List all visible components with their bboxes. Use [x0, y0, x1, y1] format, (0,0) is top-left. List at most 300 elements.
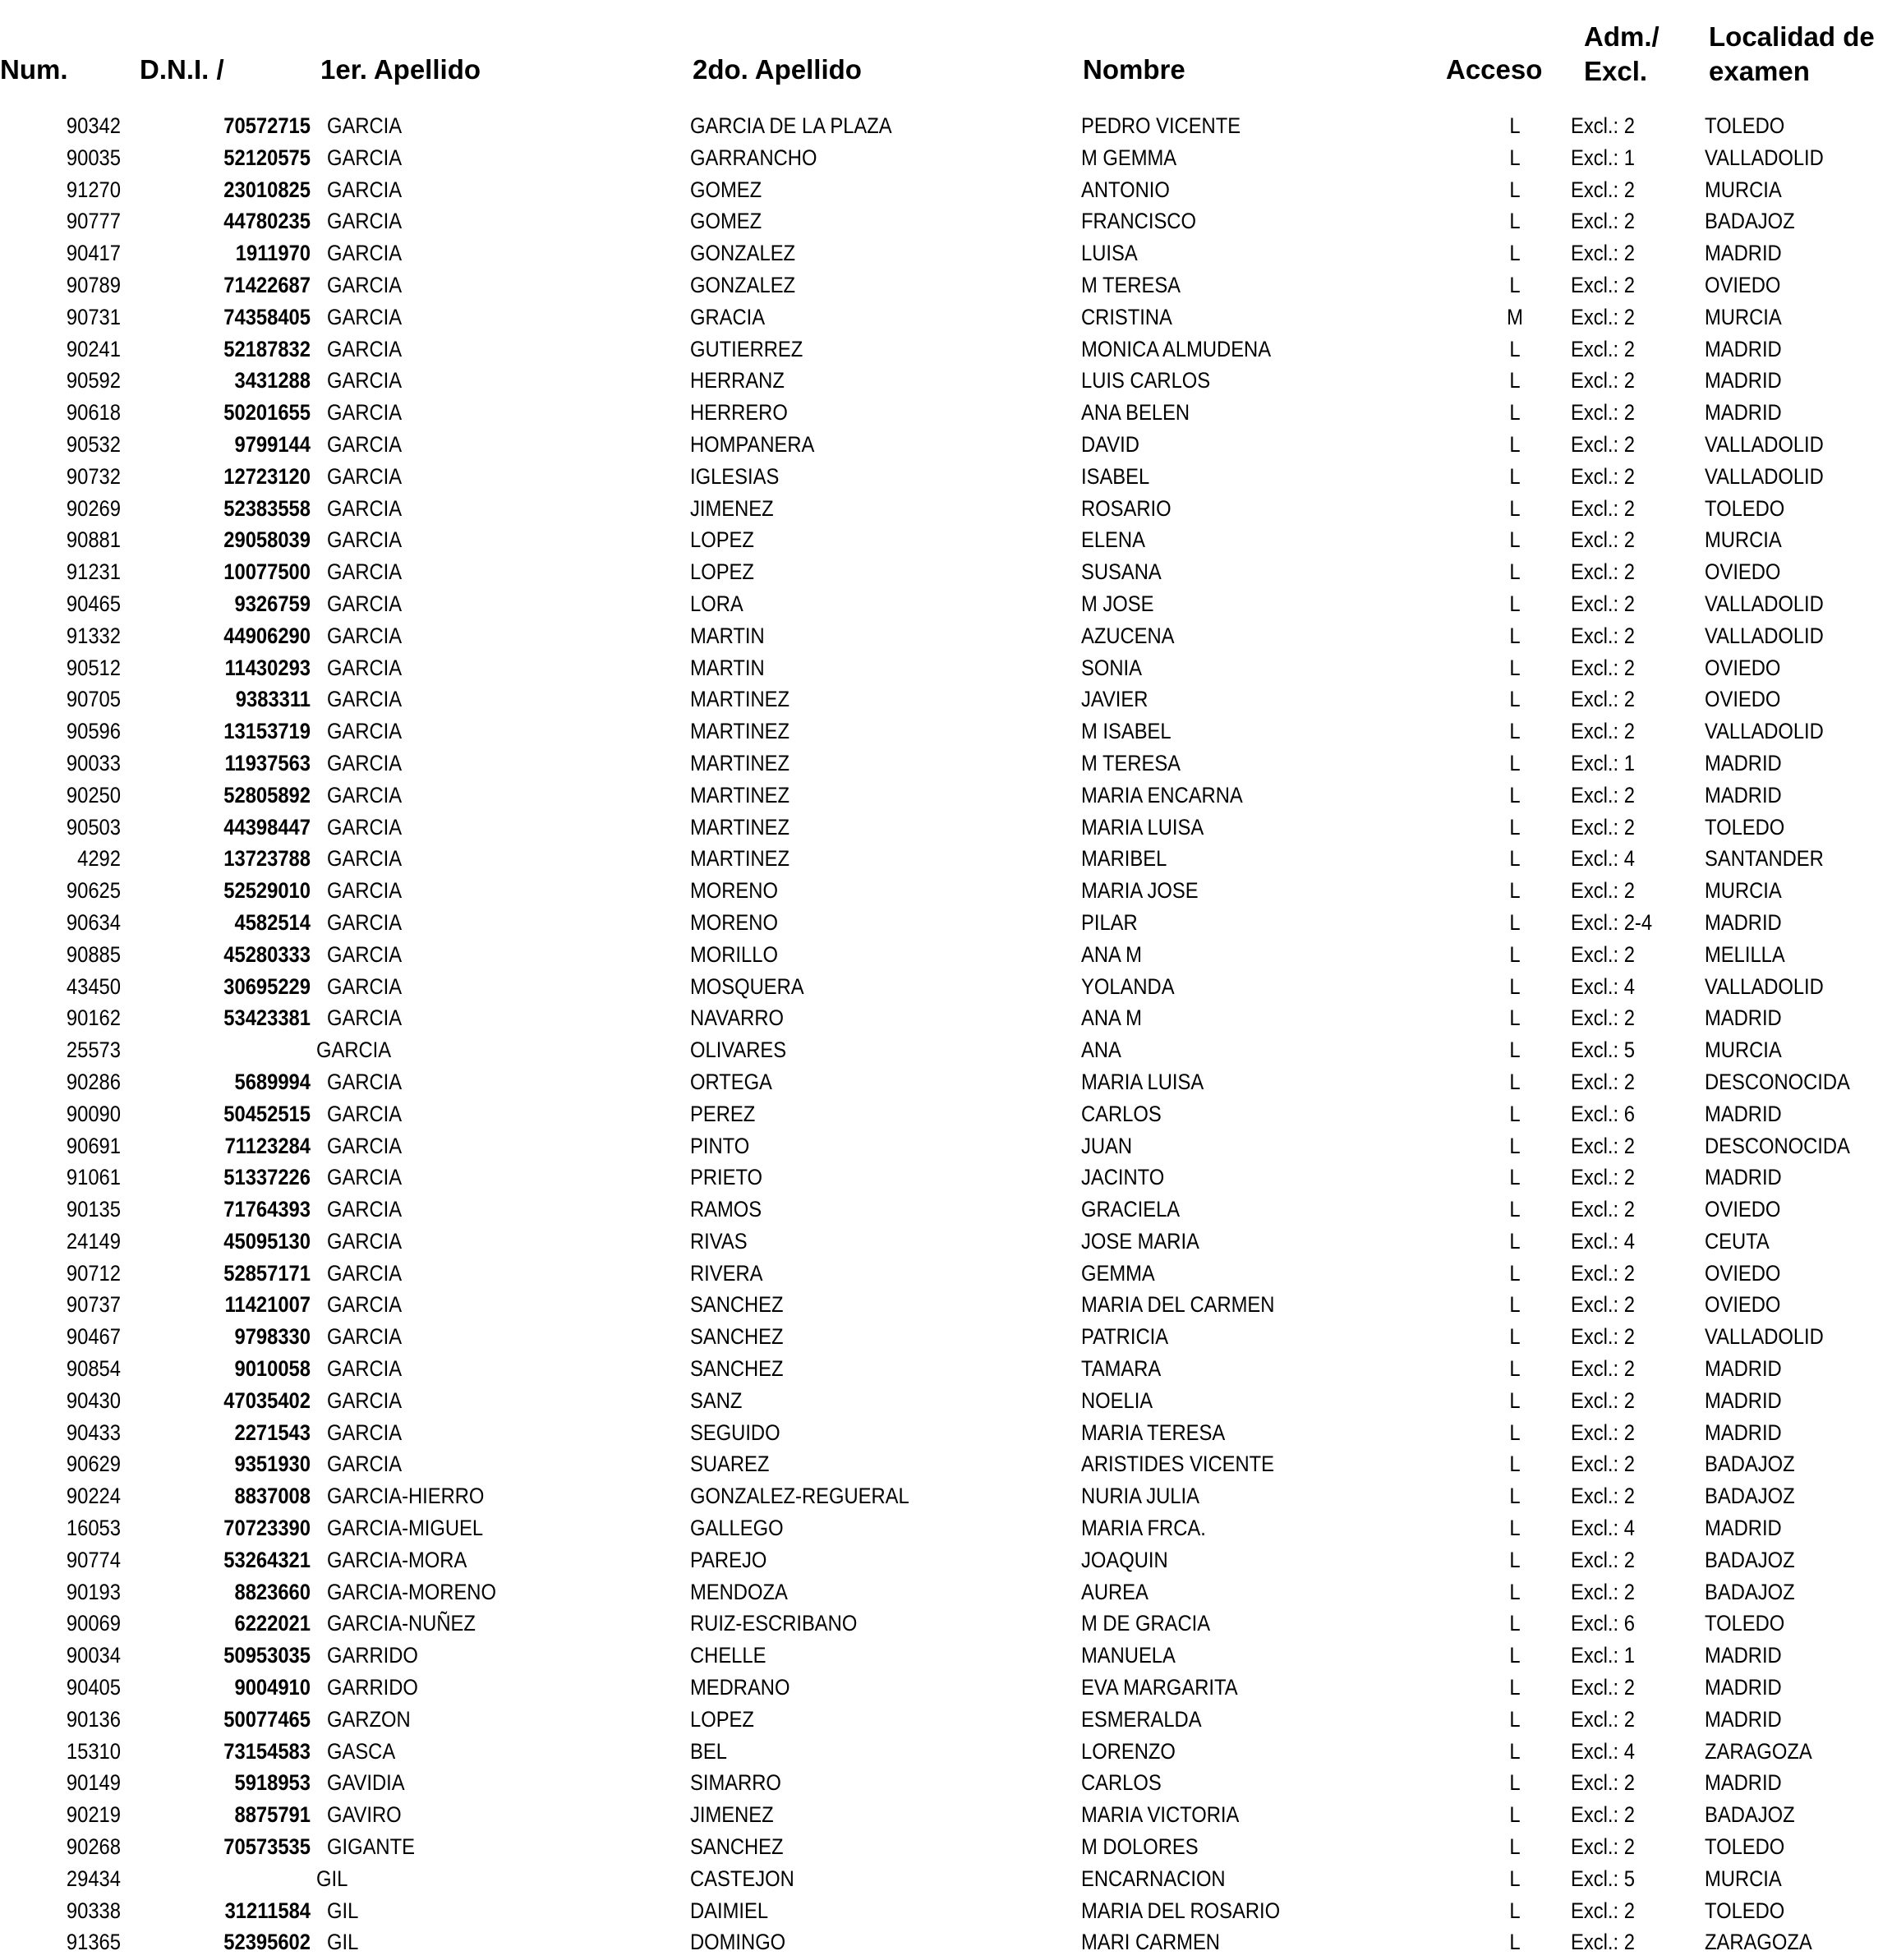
cell-adm-excl: Excl.: 2	[1571, 463, 1635, 489]
cell-num: 90405	[66, 1675, 121, 1700]
table-row	[0, 715, 1892, 748]
cell-apellido2: NAVARRO	[690, 1005, 784, 1031]
cell-dni: 50452515	[223, 1101, 311, 1126]
cell-localidad: VALLADOLID	[1705, 719, 1824, 744]
cell-localidad: BADAJOZ	[1705, 1452, 1795, 1477]
cell-acceso: L	[1509, 750, 1521, 775]
cell-adm-excl: Excl.: 2	[1571, 304, 1635, 329]
cell-num: 90035	[66, 145, 121, 170]
cell-num: 15310	[66, 1738, 121, 1764]
cell-adm-excl: Excl.: 2	[1571, 495, 1635, 521]
cell-apellido2: MARTINEZ	[690, 846, 790, 872]
cell-nombre: ANTONIO	[1081, 177, 1170, 202]
cell-num: 90885	[66, 941, 121, 967]
cell-apellido1: GARCIA	[327, 1356, 403, 1382]
cell-nombre: M GEMMA	[1081, 145, 1177, 170]
cell-apellido2: JIMENEZ	[690, 495, 774, 521]
cell-adm-excl: Excl.: 4	[1571, 1516, 1635, 1541]
cell-localidad: MADRID	[1705, 1675, 1782, 1700]
table-row	[0, 1831, 1892, 1863]
cell-localidad: VALLADOLID	[1705, 463, 1824, 489]
cell-nombre: MARIA LUISA	[1081, 814, 1204, 840]
table-row	[0, 652, 1892, 684]
cell-acceso: L	[1509, 878, 1521, 904]
cell-nombre: PEDRO VICENTE	[1081, 113, 1241, 138]
cell-apellido1: GARCIA	[327, 336, 403, 361]
cell-dni: 52857171	[223, 1260, 311, 1286]
table-row	[0, 1512, 1892, 1544]
cell-apellido2: LOPEZ	[690, 559, 754, 585]
cell-apellido2: HOMPANERA	[690, 431, 815, 457]
cell-apellido2: MEDRANO	[690, 1675, 790, 1700]
cell-adm-excl: Excl.: 2	[1571, 400, 1635, 426]
table-row	[0, 875, 1892, 907]
cell-dni: 52187832	[223, 336, 311, 361]
cell-acceso: L	[1509, 495, 1521, 521]
cell-acceso: L	[1509, 1834, 1521, 1860]
cell-nombre: SUSANA	[1081, 559, 1162, 585]
table-row	[0, 907, 1892, 939]
cell-apellido1: GARCIA	[327, 400, 403, 426]
cell-adm-excl: Excl.: 2	[1571, 177, 1635, 202]
cell-acceso: L	[1509, 655, 1521, 680]
cell-nombre: CARLOS	[1081, 1101, 1162, 1126]
cell-num: 91365	[66, 1930, 121, 1955]
cell-adm-excl: Excl.: 2	[1571, 591, 1635, 616]
cell-apellido2: GOMEZ	[690, 177, 762, 202]
cell-dni: 11421007	[224, 1292, 311, 1318]
cell-localidad: OVIEDO	[1705, 1292, 1781, 1318]
cell-adm-excl: Excl.: 2	[1571, 1452, 1635, 1477]
cell-num: 90417	[66, 241, 121, 266]
cell-nombre: ELENA	[1081, 527, 1145, 553]
cell-nombre: MARIA VICTORIA	[1081, 1802, 1240, 1828]
table-row	[0, 556, 1892, 588]
cell-localidad: MADRID	[1705, 1101, 1782, 1126]
cell-acceso: L	[1509, 177, 1521, 202]
cell-adm-excl: Excl.: 2	[1571, 1005, 1635, 1031]
cell-num: 90069	[66, 1611, 121, 1636]
cell-apellido1: GARCIA-NUÑEZ	[327, 1611, 476, 1636]
cell-dni: 53423381	[223, 1005, 311, 1031]
cell-dni: 4582514	[234, 909, 311, 935]
cell-num: 90250	[66, 782, 121, 807]
cell-nombre: MARI CARMEN	[1081, 1930, 1220, 1955]
cell-dni: 50953035	[223, 1643, 311, 1668]
cell-apellido2: SIMARRO	[690, 1770, 781, 1796]
cell-dni: 70572715	[223, 113, 311, 138]
cell-nombre: ANA	[1081, 1038, 1121, 1063]
cell-num: 90789	[66, 272, 121, 297]
cell-nombre: M DOLORES	[1081, 1834, 1199, 1860]
cell-adm-excl: Excl.: 5	[1571, 1866, 1635, 1891]
cell-acceso: L	[1509, 623, 1521, 648]
cell-adm-excl: Excl.: 2	[1571, 1419, 1635, 1445]
cell-acceso: L	[1509, 1738, 1521, 1764]
cell-adm-excl: Excl.: 2	[1571, 1579, 1635, 1604]
cell-nombre: ARISTIDES VICENTE	[1081, 1452, 1275, 1477]
table-row	[0, 1321, 1892, 1353]
table-row	[0, 524, 1892, 556]
cell-dni: 23010825	[223, 177, 311, 202]
cell-acceso: L	[1509, 336, 1521, 361]
cell-apellido1: GARCIA	[327, 973, 403, 999]
cell-adm-excl: Excl.: 4	[1571, 846, 1635, 872]
cell-acceso: L	[1509, 814, 1521, 840]
cell-dni: 13153719	[223, 719, 311, 744]
table-row	[0, 620, 1892, 652]
cell-dni: 9010058	[234, 1356, 311, 1382]
cell-localidad: TOLEDO	[1705, 1898, 1785, 1923]
header-nombre: Nombre	[1083, 54, 1185, 85]
table-row	[0, 1480, 1892, 1512]
cell-adm-excl: Excl.: 4	[1571, 973, 1635, 999]
table-row	[0, 1066, 1892, 1098]
cell-apellido1: GARCIA	[327, 1292, 403, 1318]
cell-acceso: M	[1507, 304, 1523, 329]
table-row	[0, 301, 1892, 334]
cell-nombre: MARIA FRCA.	[1081, 1516, 1206, 1541]
table-row	[0, 1448, 1892, 1480]
cell-dni: 44906290	[223, 623, 311, 648]
cell-acceso: L	[1509, 1228, 1521, 1254]
cell-localidad: TOLEDO	[1705, 1834, 1785, 1860]
table-row	[0, 1926, 1892, 1958]
cell-acceso: L	[1509, 1197, 1521, 1222]
cell-localidad: MADRID	[1705, 1356, 1782, 1382]
cell-adm-excl: Excl.: 2	[1571, 1133, 1635, 1158]
cell-localidad: OVIEDO	[1705, 1197, 1781, 1222]
cell-apellido1: GARCIA	[327, 719, 403, 744]
cell-nombre: ESMERALDA	[1081, 1706, 1202, 1732]
cell-num: 90219	[66, 1802, 121, 1828]
table-row	[0, 748, 1892, 780]
cell-localidad: VALLADOLID	[1705, 431, 1824, 457]
cell-apellido2: SANCHEZ	[690, 1324, 784, 1350]
cell-dni: 9798330	[234, 1324, 311, 1350]
cell-dni: 52395602	[223, 1930, 311, 1955]
header-num: Num.	[0, 54, 68, 85]
cell-dni: 74358405	[223, 304, 311, 329]
cell-acceso: L	[1509, 1802, 1521, 1828]
cell-adm-excl: Excl.: 2	[1571, 1547, 1635, 1572]
cell-adm-excl: Excl.: 2	[1571, 623, 1635, 648]
cell-adm-excl: Excl.: 2	[1571, 687, 1635, 712]
cell-acceso: L	[1509, 1069, 1521, 1094]
cell-num: 90136	[66, 1706, 121, 1732]
cell-num: 90881	[66, 527, 121, 553]
cell-apellido2: GRACIA	[690, 304, 766, 329]
cell-adm-excl: Excl.: 2	[1571, 719, 1635, 744]
cell-apellido1: GARCIA	[316, 1038, 392, 1063]
cell-adm-excl: Excl.: 2	[1571, 1069, 1635, 1094]
header-acceso: Acceso	[1446, 54, 1543, 85]
cell-localidad: TOLEDO	[1705, 1611, 1785, 1636]
cell-adm-excl: Excl.: 2	[1571, 368, 1635, 393]
cell-localidad: MADRID	[1705, 1770, 1782, 1796]
cell-acceso: L	[1509, 1356, 1521, 1382]
results-table	[0, 110, 1892, 1958]
cell-apellido2: RIVAS	[690, 1228, 748, 1254]
cell-localidad: TOLEDO	[1705, 113, 1785, 138]
cell-localidad: OVIEDO	[1705, 655, 1781, 680]
cell-num: 90854	[66, 1356, 121, 1382]
cell-dni: 44780235	[223, 209, 311, 234]
cell-apellido1: GARCIA	[327, 209, 403, 234]
cell-apellido2: RUIZ-ESCRIBANO	[690, 1611, 858, 1636]
cell-adm-excl: Excl.: 2	[1571, 1356, 1635, 1382]
cell-num: 90034	[66, 1643, 121, 1668]
cell-nombre: AZUCENA	[1081, 623, 1175, 648]
cell-dni: 73154583	[223, 1738, 311, 1764]
cell-adm-excl: Excl.: 2	[1571, 1770, 1635, 1796]
cell-num: 29434	[66, 1866, 121, 1891]
cell-num: 91061	[66, 1165, 121, 1190]
cell-acceso: L	[1509, 1452, 1521, 1477]
cell-num: 90338	[66, 1898, 121, 1923]
cell-nombre: MARIA LUISA	[1081, 1069, 1204, 1094]
header-apellido2: 2do. Apellido	[693, 54, 862, 85]
cell-localidad: MURCIA	[1705, 304, 1782, 329]
cell-dni: 30695229	[223, 973, 311, 999]
cell-apellido2: OLIVARES	[690, 1038, 787, 1063]
cell-adm-excl: Excl.: 2	[1571, 241, 1635, 266]
cell-dni: 11937563	[224, 750, 311, 775]
cell-nombre: ROSARIO	[1081, 495, 1172, 521]
cell-apellido1: GARCIA	[327, 909, 403, 935]
cell-apellido2: PINTO	[690, 1133, 750, 1158]
cell-apellido2: SANCHEZ	[690, 1834, 784, 1860]
cell-num: 90634	[66, 909, 121, 935]
cell-dni: 51337226	[223, 1165, 311, 1190]
cell-apellido2: CASTEJON	[690, 1866, 794, 1891]
cell-num: 90467	[66, 1324, 121, 1350]
cell-num: 90433	[66, 1419, 121, 1445]
cell-apellido2: ORTEGA	[690, 1069, 772, 1094]
cell-apellido1: GARCIA	[327, 1101, 403, 1126]
cell-num: 90712	[66, 1260, 121, 1286]
cell-dni: 2271543	[234, 1419, 311, 1445]
cell-num: 16053	[66, 1516, 121, 1541]
cell-apellido1: GARCIA	[327, 431, 403, 457]
cell-localidad: MURCIA	[1705, 878, 1782, 904]
cell-apellido2: MARTINEZ	[690, 814, 790, 840]
cell-dni: 50201655	[223, 400, 311, 426]
cell-nombre: MARIA JOSE	[1081, 878, 1199, 904]
cell-localidad: SANTANDER	[1705, 846, 1824, 872]
cell-apellido2: MOSQUERA	[690, 973, 804, 999]
cell-apellido1: GARCIA	[327, 1419, 403, 1445]
cell-num: 90777	[66, 209, 121, 234]
cell-dni: 9004910	[234, 1675, 311, 1700]
cell-nombre: YOLANDA	[1081, 973, 1175, 999]
cell-adm-excl: Excl.: 2	[1571, 814, 1635, 840]
cell-apellido2: SEGUIDO	[690, 1419, 780, 1445]
cell-nombre: CRISTINA	[1081, 304, 1172, 329]
cell-acceso: L	[1509, 527, 1521, 553]
cell-adm-excl: Excl.: 2	[1571, 782, 1635, 807]
cell-adm-excl: Excl.: 2	[1571, 113, 1635, 138]
cell-apellido2: GARRANCHO	[690, 145, 817, 170]
cell-nombre: AUREA	[1081, 1579, 1149, 1604]
cell-acceso: L	[1509, 1675, 1521, 1700]
cell-nombre: ANA M	[1081, 1005, 1142, 1031]
cell-dni: 3431288	[234, 368, 311, 393]
cell-adm-excl: Excl.: 2	[1571, 941, 1635, 967]
table-row	[0, 1672, 1892, 1704]
cell-apellido1: GARCIA	[327, 1228, 403, 1254]
table-row	[0, 1576, 1892, 1608]
cell-dni: 53264321	[223, 1547, 311, 1572]
cell-apellido1: GARCIA	[327, 846, 403, 872]
cell-dni: 71422687	[223, 272, 311, 297]
table-row	[0, 334, 1892, 366]
cell-adm-excl: Excl.: 2	[1571, 336, 1635, 361]
cell-dni: 52120575	[223, 145, 311, 170]
cell-num: 90737	[66, 1292, 121, 1318]
cell-acceso: L	[1509, 1579, 1521, 1604]
cell-apellido2: PRIETO	[690, 1165, 763, 1190]
cell-dni: 1911970	[235, 241, 311, 266]
cell-nombre: M TERESA	[1081, 750, 1181, 775]
cell-apellido1: GARCIA-HIERRO	[327, 1484, 485, 1509]
cell-acceso: L	[1509, 1516, 1521, 1541]
cell-apellido2: LOPEZ	[690, 1706, 754, 1732]
cell-apellido2: CHELLE	[690, 1643, 766, 1668]
cell-num: 90629	[66, 1452, 121, 1477]
header-localidad-line2: examen	[1709, 56, 1810, 86]
cell-acceso: L	[1509, 1547, 1521, 1572]
cell-dni: 45095130	[223, 1228, 311, 1254]
table-row	[0, 365, 1892, 397]
cell-apellido2: MARTIN	[690, 623, 765, 648]
cell-adm-excl: Excl.: 6	[1571, 1611, 1635, 1636]
table-row	[0, 397, 1892, 429]
cell-apellido2: GOMEZ	[690, 209, 762, 234]
cell-apellido2: LOPEZ	[690, 527, 754, 553]
cell-apellido1: GARCIA	[327, 495, 403, 521]
cell-acceso: L	[1509, 1260, 1521, 1286]
table-row	[0, 1704, 1892, 1736]
cell-acceso: L	[1509, 846, 1521, 872]
cell-localidad: BADAJOZ	[1705, 1802, 1795, 1828]
cell-acceso: L	[1509, 1866, 1521, 1891]
cell-apellido1: GARCIA	[327, 304, 403, 329]
table-row	[0, 493, 1892, 525]
cell-dni: 70723390	[223, 1516, 311, 1541]
cell-apellido1: GARRIDO	[327, 1675, 418, 1700]
table-row	[0, 1194, 1892, 1226]
cell-acceso: L	[1509, 272, 1521, 297]
cell-localidad: BADAJOZ	[1705, 1484, 1795, 1509]
table-row	[0, 939, 1892, 971]
cell-nombre: JUAN	[1081, 1133, 1133, 1158]
cell-num: 90625	[66, 878, 121, 904]
cell-acceso: L	[1509, 431, 1521, 457]
table-row	[0, 1799, 1892, 1831]
cell-apellido1: GARCIA	[327, 177, 403, 202]
cell-nombre: ANA BELEN	[1081, 400, 1190, 426]
cell-adm-excl: Excl.: 2	[1571, 431, 1635, 457]
cell-apellido2: GUTIERREZ	[690, 336, 803, 361]
cell-apellido1: GIL	[327, 1898, 359, 1923]
cell-apellido1: GARCIA	[327, 463, 403, 489]
cell-localidad: BADAJOZ	[1705, 209, 1795, 234]
cell-localidad: ZARAGOZA	[1705, 1738, 1812, 1764]
table-row	[0, 1289, 1892, 1321]
cell-nombre: MONICA ALMUDENA	[1081, 336, 1272, 361]
cell-num: 90286	[66, 1069, 121, 1094]
cell-acceso: L	[1509, 1038, 1521, 1063]
cell-num: 90705	[66, 687, 121, 712]
cell-adm-excl: Excl.: 2	[1571, 527, 1635, 553]
table-row	[0, 1385, 1892, 1417]
table-row	[0, 812, 1892, 844]
cell-apellido2: MORENO	[690, 909, 778, 935]
cell-dni: 8875791	[234, 1802, 311, 1828]
header-adm-line2: Excl.	[1584, 56, 1648, 86]
cell-apellido2: BEL	[690, 1738, 727, 1764]
cell-acceso: L	[1509, 1611, 1521, 1636]
cell-localidad: BADAJOZ	[1705, 1579, 1795, 1604]
table-row	[0, 174, 1892, 206]
cell-acceso: L	[1509, 1898, 1521, 1923]
cell-localidad: MADRID	[1705, 782, 1782, 807]
cell-apellido2: GONZALEZ	[690, 272, 796, 297]
cell-num: 24149	[66, 1228, 121, 1254]
cell-nombre: GRACIELA	[1081, 1197, 1181, 1222]
cell-dni: 52805892	[223, 782, 311, 807]
cell-nombre: MARIA ENCARNA	[1081, 782, 1243, 807]
cell-apellido2: SANCHEZ	[690, 1292, 784, 1318]
cell-dni: 71123284	[224, 1133, 311, 1158]
cell-num: 90342	[66, 113, 121, 138]
table-row	[0, 1226, 1892, 1258]
cell-apellido1: GARCIA	[327, 1387, 403, 1413]
cell-acceso: L	[1509, 687, 1521, 712]
cell-apellido2: PEREZ	[690, 1101, 756, 1126]
cell-apellido2: GONZALEZ	[690, 241, 796, 266]
cell-dni: 9383311	[235, 687, 311, 712]
cell-apellido2: IGLESIAS	[690, 463, 780, 489]
cell-acceso: L	[1509, 113, 1521, 138]
cell-dni: 12723120	[223, 463, 311, 489]
cell-localidad: MELILLA	[1705, 941, 1785, 967]
cell-apellido2: MORILLO	[690, 941, 778, 967]
cell-acceso: L	[1509, 1387, 1521, 1413]
cell-dni: 8823660	[234, 1579, 311, 1604]
cell-localidad: ZARAGOZA	[1705, 1930, 1812, 1955]
cell-dni: 6222021	[234, 1611, 311, 1636]
cell-adm-excl: Excl.: 2	[1571, 655, 1635, 680]
header-dni: D.N.I. /	[140, 54, 224, 85]
cell-localidad: MURCIA	[1705, 1866, 1782, 1891]
cell-nombre: JAVIER	[1081, 687, 1149, 712]
cell-nombre: MARIA DEL CARMEN	[1081, 1292, 1275, 1318]
cell-nombre: NOELIA	[1081, 1387, 1153, 1413]
table-row	[0, 780, 1892, 812]
cell-localidad: VALLADOLID	[1705, 973, 1824, 999]
cell-acceso: L	[1509, 782, 1521, 807]
cell-acceso: L	[1509, 1419, 1521, 1445]
cell-localidad: TOLEDO	[1705, 814, 1785, 840]
cell-localidad: BADAJOZ	[1705, 1547, 1795, 1572]
cell-localidad: TOLEDO	[1705, 495, 1785, 521]
cell-nombre: M ISABEL	[1081, 719, 1172, 744]
table-row	[0, 1608, 1892, 1640]
cell-dni: 13723788	[223, 846, 311, 872]
cell-apellido1: GARZON	[327, 1706, 411, 1732]
